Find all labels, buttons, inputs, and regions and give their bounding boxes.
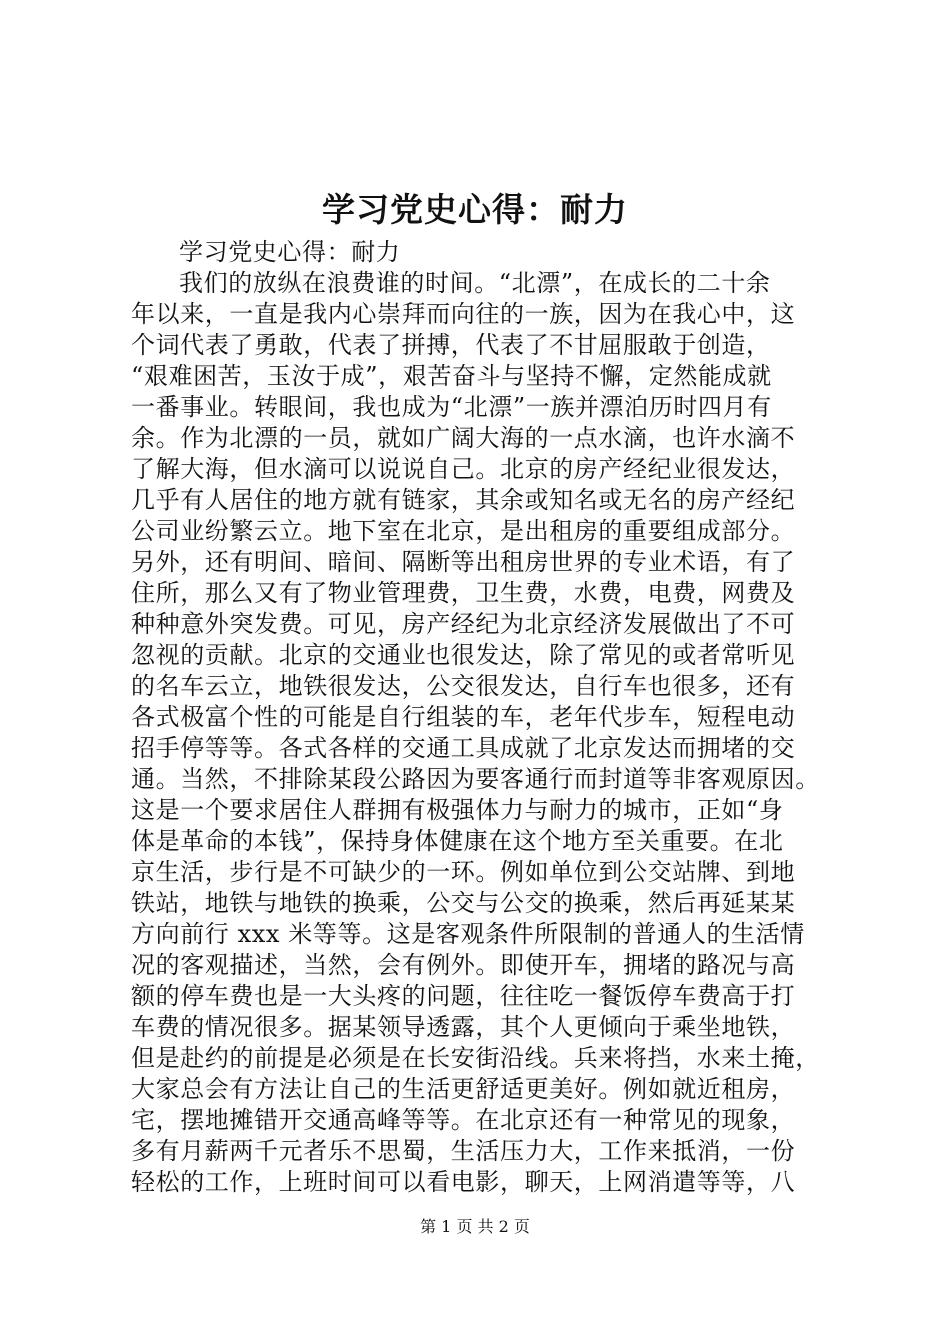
text-line: 了解大海，但水滴可以说说自己。北京的房产经纪业很发达， bbox=[131, 455, 796, 483]
document-body bbox=[131, 237, 851, 1198]
text-line: 公司业纷繁云立。地下室在北京，是出租房的重要组成部分。 bbox=[131, 517, 796, 545]
text-line: 招手停等等。各式各样的交通工具成就了北京发达而拥堵的交 bbox=[131, 734, 796, 762]
text-line: 轻松的工作，上班时间可以看电影，聊天，上网消遣等等，八 bbox=[131, 1168, 796, 1196]
text-line: 大家总会有方法让自己的生活更舒适更美好。例如就近租房， bbox=[131, 1075, 796, 1103]
text-line: 忽视的贡献。北京的交通业也很发达，除了常见的或者常听见 bbox=[131, 641, 796, 669]
document-title: 学习党史心得：耐力 bbox=[322, 190, 628, 229]
page-footer: 第 1 页 共 2 页 bbox=[420, 1217, 530, 1236]
text-line: 多有月薪两千元者乐不思蜀，生活压力大，工作来抵消，一份 bbox=[131, 1137, 796, 1165]
text-line: 住所，那么又有了物业管理费，卫生费，水费，电费，网费及 bbox=[131, 579, 796, 607]
text-line: 余。作为北漂的一员，就如广阔大海的一点水滴，也许水滴不 bbox=[131, 424, 796, 452]
text-line: 铁站，地铁与地铁的换乘，公交与公交的换乘，然后再延某某 bbox=[131, 889, 796, 917]
text-line: 宅，摆地摊错开交通高峰等等。在北京还有一种常见的现象， bbox=[131, 1106, 796, 1134]
text-line: 学习党史心得：耐力 bbox=[179, 238, 401, 266]
text-line: 体是革命的本钱”，保持身体健康在这个地方至关重要。在北 bbox=[131, 827, 784, 855]
text-line: 种种意外突发费。可见，房产经纪为北京经济发展做出了不可 bbox=[131, 610, 796, 638]
text-line: 的名车云立，地铁很发达，公交很发达，自行车也很多，还有 bbox=[131, 672, 796, 700]
text-line: 个词代表了勇敢，代表了拼搏，代表了不甘屈服敢于创造， bbox=[131, 331, 771, 359]
text-line: 这是一个要求居住人群拥有极强体力与耐力的城市，正如“身 bbox=[131, 796, 784, 824]
text-line: 京生活，步行是不可缺少的一环。例如单位到公交站牌、到地 bbox=[131, 858, 796, 886]
text-line: 我们的放纵在浪费谁的时间。“北漂”，在成长的二十余 bbox=[179, 269, 771, 297]
text-line: 但是赴约的前提是必须是在长安街沿线。兵来将挡，水来土掩， bbox=[131, 1044, 820, 1072]
text-line: 方向前行 xxx 米等等。这是客观条件所限制的普通人的生活情 bbox=[131, 920, 805, 948]
text-line: 另外，还有明间、暗间、隔断等出租房世界的专业术语，有了 bbox=[131, 548, 796, 576]
text-line: 几乎有人居住的地方就有链家，其余或知名或无名的房产经纪 bbox=[131, 486, 796, 514]
text-line: 各式极富个性的可能是自行组装的车，老年代步车，短程电动 bbox=[131, 703, 796, 731]
text-line: 年以来，一直是我内心崇拜而向往的一族，因为在我心中，这 bbox=[131, 300, 796, 328]
text-line: 通。当然，不排除某段公路因为要客通行而封道等非客观原因。 bbox=[131, 765, 820, 793]
text-line: “艰难困苦，玉汝于成”，艰苦奋斗与坚持不懈，定然能成就 bbox=[131, 362, 772, 390]
text-line: 额的停车费也是一大头疼的问题，往往吃一餐饭停车费高于打 bbox=[131, 982, 796, 1010]
text-line: 车费的情况很多。据某领导透露，其个人更倾向于乘坐地铁， bbox=[131, 1013, 796, 1041]
text-line: 一番事业。转眼间，我也成为“北漂”一族并漂泊历时四月有 bbox=[131, 393, 772, 421]
text-line: 况的客观描述，当然，会有例外。即使开车，拥堵的路况与高 bbox=[131, 951, 796, 979]
